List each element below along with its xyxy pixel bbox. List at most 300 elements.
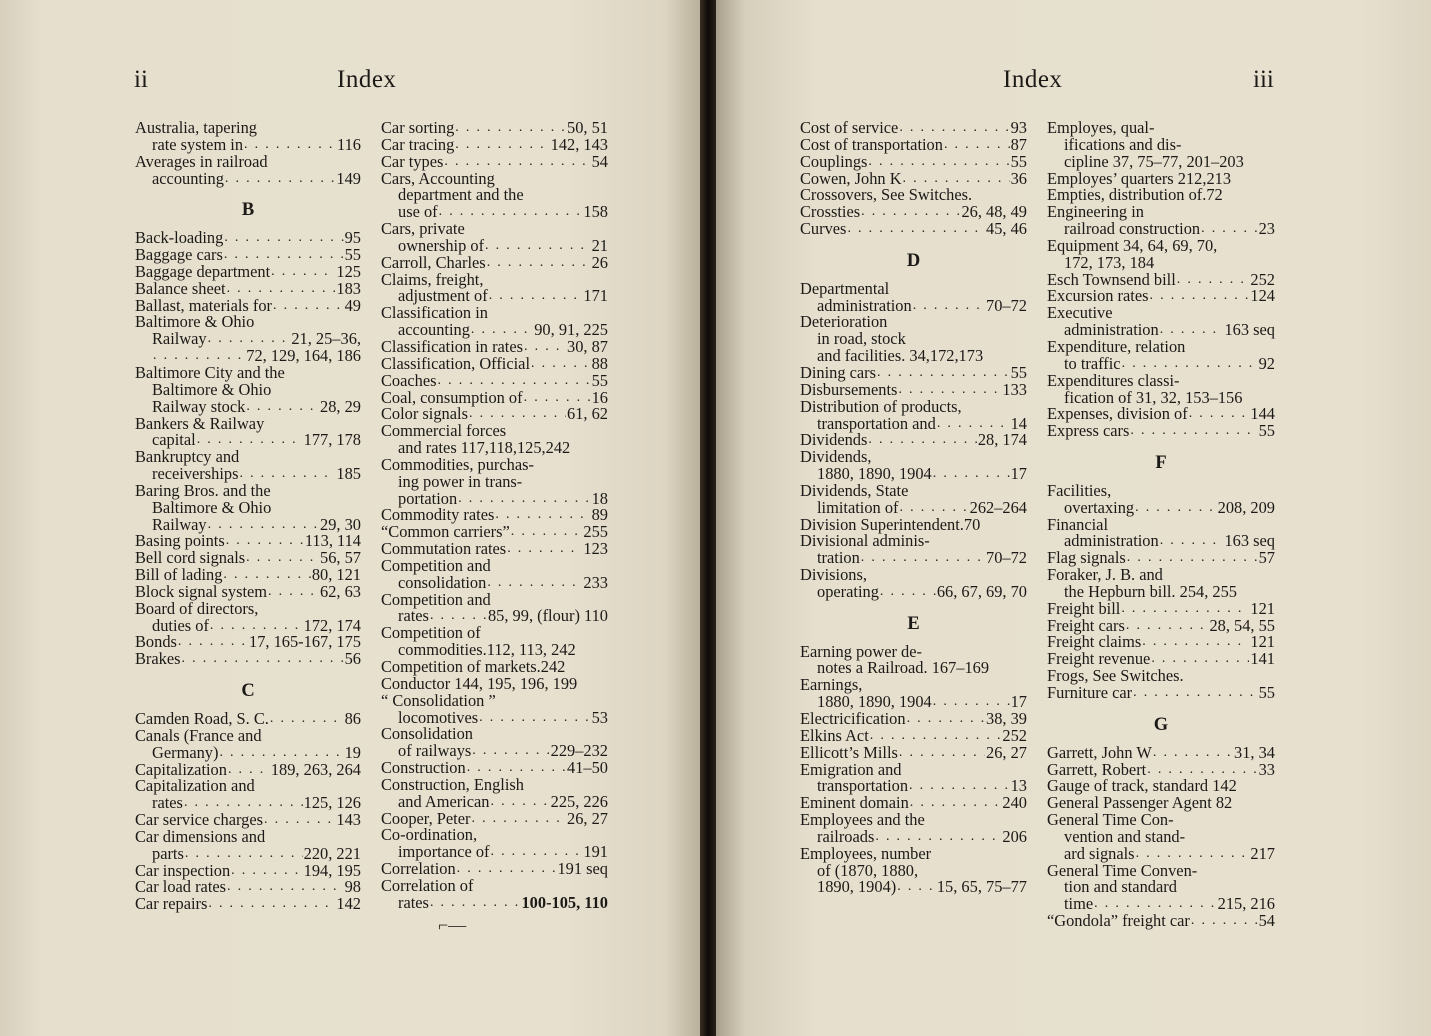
dot-leader: [880, 584, 936, 601]
entry-term: Emigration and: [800, 759, 902, 779]
dot-leader: [455, 120, 566, 137]
entry-term: ard signals: [1064, 843, 1135, 863]
entry-term: Empties, distribution of.72: [1047, 185, 1223, 205]
index-entry: [135, 651, 361, 668]
entry-term: administration: [1064, 320, 1159, 340]
entry-term: Car inspection: [135, 860, 231, 880]
entry-term: Employees and the: [800, 810, 925, 830]
entry-term: “Common carriers”: [381, 522, 510, 542]
entry-term: use of: [398, 202, 438, 222]
entry-term: Board of directors,: [135, 598, 259, 618]
dot-leader: [1142, 634, 1249, 651]
entry-pages: 143: [336, 810, 361, 830]
entry-term: ing power in trans-: [398, 471, 523, 491]
index-entry: [1047, 742, 1275, 762]
entry-pages: 87: [1010, 134, 1027, 154]
index-entry: [800, 759, 1027, 796]
entry-term: Baltimore & Ohio: [152, 379, 272, 399]
index-entry: [381, 589, 608, 626]
entry-term: Eminent domain: [800, 793, 909, 813]
entry-term: rate system in: [152, 134, 244, 154]
left-page: [0, 0, 700, 1036]
entry-term: Baggage cars: [135, 245, 223, 265]
dot-leader: [246, 550, 319, 567]
entry-term: overtaxing: [1064, 497, 1135, 517]
dot-leader: [227, 879, 344, 896]
index-entry: [381, 151, 608, 171]
entry-term: Commercial forces: [381, 421, 507, 441]
entry-pages: 85, 99, (flour) 110: [487, 606, 608, 626]
index-entry: [135, 151, 361, 188]
tail-ornament: ⌐—: [438, 915, 467, 935]
entry-pages: 144: [1250, 404, 1275, 424]
index-line: [381, 690, 608, 710]
entry-term: Employes’ quarters 212,213: [1047, 168, 1232, 188]
entry-pages: 28, 174: [977, 430, 1027, 450]
entry-pages: 183: [336, 278, 361, 298]
entry-pages: 191: [583, 842, 608, 862]
entry-pages: 252: [1002, 725, 1027, 745]
entry-term: and rates 117,118,125,242: [398, 438, 571, 458]
index-entry: [1047, 204, 1275, 238]
index-entry: [1047, 913, 1275, 930]
section-letter: C: [241, 681, 255, 702]
index-entry: [800, 480, 1027, 517]
entry-pages: 38, 39: [986, 709, 1027, 728]
entry-pages: 30, 87: [567, 336, 608, 356]
index-column: [135, 120, 361, 913]
entry-term: parts: [152, 843, 184, 863]
entry-term: Australia, tapering: [135, 118, 257, 137]
dot-leader: [1150, 288, 1250, 305]
entry-pages: 17, 165-167, 175: [249, 632, 361, 652]
dot-leader: [899, 745, 985, 762]
entry-term: “Gondola” freight car: [1047, 911, 1190, 931]
entry-pages: 26: [591, 252, 608, 272]
entry-term: in road, stock: [817, 329, 906, 349]
entry-pages: 55: [591, 370, 608, 390]
entry-pages: 141: [1250, 649, 1275, 669]
index-entry: [381, 269, 608, 306]
dot-leader: [224, 230, 343, 247]
entry-term: Expenses, division of: [1047, 404, 1188, 424]
entry-term: vention and stand-: [1064, 826, 1186, 846]
dot-leader: [897, 879, 936, 896]
entry-pages: 93: [1010, 118, 1027, 137]
entry-pages: 55: [1010, 151, 1027, 171]
entry-term: Expenditures classi-: [1047, 370, 1180, 390]
entry-term: Flag signals: [1047, 548, 1126, 568]
dot-leader: [1153, 745, 1233, 762]
dot-leader: [489, 288, 583, 305]
entry-term: capital: [152, 430, 196, 450]
entry-term: Competition of markets.242: [381, 657, 566, 676]
page-number: ii: [134, 66, 148, 93]
entry-term: Employees, number: [800, 843, 932, 863]
entry-pages: 215, 216: [1217, 894, 1275, 914]
entry-term: Car service charges: [135, 810, 264, 830]
entry-term: receiverships: [152, 464, 239, 484]
entry-term: Railway: [152, 514, 207, 534]
entry-term: notes a Railroad. 167–169: [817, 658, 990, 678]
entry-pages: 233: [583, 572, 608, 592]
index-entry: [800, 396, 1027, 433]
entry-term: portation: [398, 488, 458, 508]
index-entry: [381, 875, 608, 912]
index-entry: [1047, 812, 1275, 863]
entry-term: Competition and: [381, 555, 491, 575]
index-column: [381, 120, 608, 912]
dot-leader: [868, 432, 976, 449]
index-entry: [135, 778, 361, 812]
entry-term: Railway stock: [152, 396, 246, 416]
entry-pages: 172, 174: [303, 615, 361, 635]
index-entry: [135, 449, 361, 483]
index-line: [135, 151, 361, 171]
entry-term: tion and standard: [1064, 877, 1177, 897]
index-entry: [381, 454, 608, 508]
index-line: [800, 221, 1027, 238]
entry-term: Dining cars: [800, 362, 877, 382]
entry-pages: 13: [1010, 776, 1027, 796]
index-entry: [800, 533, 1027, 567]
entry-pages: 100-105, 110: [521, 892, 608, 912]
index-line: [1047, 151, 1275, 171]
entry-pages: 70–72: [986, 295, 1027, 315]
entry-pages: 189, 263, 264: [270, 759, 361, 779]
entry-term: Cost of transportation: [800, 134, 943, 154]
dot-leader: [1189, 406, 1250, 423]
entry-term: General Time Conven-: [1047, 860, 1198, 880]
entry-pages: 163 seq: [1224, 320, 1275, 340]
index-entry: [800, 221, 1027, 238]
index-line: [135, 651, 361, 668]
entry-term: Color signals: [381, 404, 468, 424]
index-entry: [1047, 514, 1275, 551]
entry-term: 1880, 1890, 1904: [817, 692, 932, 712]
dot-leader: [270, 711, 344, 728]
entry-term: Deterioration: [800, 312, 888, 332]
entry-term: Cowen, John K: [800, 168, 902, 188]
entry-term: Ellicott’s Mills: [800, 742, 898, 762]
index-entry: [1047, 336, 1275, 373]
entry-term: commodities.112, 113, 242: [398, 640, 576, 660]
entry-term: Consolidation: [381, 724, 473, 744]
dot-leader: [219, 745, 343, 762]
entry-term: General Passenger Agent 82: [1047, 793, 1233, 813]
entry-term: Furniture car: [1047, 683, 1133, 702]
entry-pages: 26, 27: [986, 742, 1027, 762]
entry-term: Garrett, John W: [1047, 742, 1152, 762]
dot-leader: [444, 154, 590, 171]
entry-term: Baggage department: [135, 261, 271, 281]
entry-term: operating: [817, 581, 879, 601]
dot-leader: [507, 541, 582, 558]
entry-term: Commodities, purchas-: [381, 454, 534, 474]
entry-pages: 54: [1258, 911, 1275, 931]
entry-pages: 121: [1250, 632, 1275, 652]
entry-pages: 142: [336, 894, 361, 914]
index-entry: [1047, 860, 1275, 914]
index-entry: [135, 413, 361, 450]
entry-pages: 26, 27: [567, 808, 608, 828]
dot-leader: [511, 524, 583, 541]
entry-pages: 220, 221: [303, 843, 361, 863]
entry-pages: 194, 195: [303, 860, 361, 880]
index-entry: [381, 625, 608, 659]
entry-term: transportation: [817, 776, 909, 796]
entry-pages: 21, 25–36,: [291, 329, 361, 349]
entry-term: Balance sheet: [135, 278, 226, 298]
entry-pages: 19: [344, 742, 361, 762]
entry-term: Freight claims: [1047, 632, 1142, 652]
index-entry: [135, 120, 361, 154]
entry-term: administration: [817, 295, 912, 315]
entry-pages: 62, 63: [320, 581, 361, 601]
running-head: Index: [1003, 66, 1063, 93]
entry-pages: 252: [1250, 269, 1275, 289]
index-entry: [135, 314, 361, 365]
entry-term: Divisional adminis-: [800, 531, 930, 551]
index-entry: [381, 690, 608, 727]
entry-term: Conductor 144, 195, 196, 199: [381, 673, 578, 693]
entry-pages: 55: [1258, 421, 1275, 441]
entry-pages: 149: [336, 168, 361, 188]
index-line: [1047, 913, 1275, 930]
entry-pages: 113, 114: [304, 531, 361, 551]
entry-term: rates: [152, 793, 183, 813]
entry-term: Employes, qual-: [1047, 118, 1155, 137]
entry-term: Expenditure, relation: [1047, 336, 1186, 356]
entry-term: Divisions,: [800, 565, 867, 585]
entry-pages: 125: [336, 261, 361, 281]
entry-term: accounting: [398, 320, 470, 340]
index-line: [1047, 742, 1275, 762]
index-entry: [135, 896, 361, 913]
entry-term: General Time Con-: [1047, 810, 1174, 830]
entry-pages: 29, 30: [320, 514, 361, 534]
entry-pages: 255: [583, 522, 608, 542]
entry-term: Commodity rates: [381, 505, 495, 525]
index-line: [381, 370, 608, 390]
entry-term: of (1870, 1880,: [817, 860, 919, 880]
entry-pages: 240: [1002, 793, 1027, 813]
dot-leader: [909, 778, 1010, 795]
entry-term: Coaches: [381, 370, 437, 390]
dot-leader: [1130, 423, 1257, 440]
right-page: [716, 0, 1431, 1036]
dot-leader: [847, 221, 985, 238]
entry-term: duties of: [152, 615, 209, 635]
entry-term: Disbursements: [800, 379, 898, 399]
entry-pages: 50, 51: [567, 118, 608, 137]
entry-pages: 116: [337, 134, 361, 154]
entry-term: Dividends: [800, 430, 868, 450]
dot-leader: [178, 634, 248, 651]
index-entry: [381, 370, 608, 390]
index-entry: [1047, 480, 1275, 517]
index-entry: [1047, 567, 1275, 601]
entry-term: Dividends,: [800, 447, 872, 467]
entry-term: Excursion rates: [1047, 286, 1149, 306]
dot-leader: [487, 575, 582, 592]
entry-pages: 225, 226: [550, 791, 608, 811]
dot-leader: [907, 711, 985, 728]
entry-term: Division Superintendent.70: [800, 514, 981, 534]
dot-leader: [182, 651, 344, 668]
dot-leader: [487, 255, 591, 272]
entry-term: consolidation: [398, 572, 487, 592]
index-entry: [1047, 305, 1275, 339]
entry-term: railroad construction: [1064, 219, 1201, 239]
entry-term: Bankruptcy and: [135, 447, 240, 467]
entry-pages: 262–264: [969, 497, 1027, 517]
entry-term: Brakes: [135, 649, 181, 669]
entry-term: Financial: [1047, 514, 1108, 534]
entry-term: Competition and: [381, 589, 491, 609]
index-entry: [800, 742, 1027, 762]
index-entry: [800, 677, 1027, 711]
dot-leader: [1133, 685, 1258, 702]
entry-term: Express cars: [1047, 421, 1130, 441]
entry-term: Cars, Accounting: [381, 168, 495, 188]
dot-leader: [430, 895, 521, 912]
entry-term: Electricification: [800, 709, 906, 728]
entry-pages: 208, 209: [1217, 497, 1275, 517]
entry-pages: 56: [344, 649, 361, 669]
entry-term: Car dimensions and: [135, 826, 266, 846]
entry-term: Claims, freight,: [381, 269, 484, 289]
index-line: [800, 151, 1027, 171]
entry-pages: 123: [583, 539, 608, 559]
dot-leader: [933, 466, 1010, 483]
entry-term: railroads: [817, 826, 875, 846]
entry-term: 172, 173, 184: [1064, 252, 1155, 272]
index-entry: [800, 567, 1027, 601]
entry-term: ifications and dis-: [1064, 134, 1182, 154]
page-number: iii: [1253, 66, 1274, 93]
entry-term: Curves: [800, 219, 847, 239]
index-entry: [135, 362, 361, 416]
index-entry: [135, 725, 361, 762]
entry-term: Commutation rates: [381, 539, 507, 559]
index-line: [800, 879, 1027, 896]
entry-term: Ballast, materials for: [135, 295, 272, 315]
entry-term: time: [1064, 894, 1094, 914]
entry-pages: 28, 54, 55: [1209, 615, 1275, 635]
section-letter: D: [906, 250, 921, 271]
dot-leader: [1135, 500, 1217, 517]
entry-term: Engineering in: [1047, 202, 1144, 222]
entry-term: Distribution of products,: [800, 396, 962, 416]
entry-term: Cooper, Peter: [381, 808, 471, 828]
index-entry: [800, 812, 1027, 846]
entry-pages: 18: [591, 488, 608, 508]
section-letter: E: [907, 613, 920, 634]
dot-leader: [524, 339, 566, 356]
dot-leader: [868, 154, 1009, 171]
entry-term: rates: [398, 606, 429, 626]
dot-leader: [1191, 913, 1258, 930]
index-entry: [381, 423, 608, 457]
entry-term: Car types: [381, 151, 444, 171]
dot-leader: [1177, 272, 1250, 289]
entry-pages: 26, 48, 49: [961, 202, 1027, 222]
entry-term: Crossovers, See Switches.: [800, 185, 973, 205]
entry-pages: 57: [1258, 548, 1275, 568]
entry-pages: 95: [344, 228, 361, 248]
entry-pages: 41–50: [567, 758, 608, 778]
entry-term: Couplings: [800, 151, 868, 171]
entry-term: Elkins Act: [800, 725, 869, 745]
entry-pages: 17: [1010, 692, 1027, 712]
entry-term: Competition of: [381, 623, 481, 643]
entry-term: Cars, private: [381, 219, 465, 239]
entry-term: Earnings,: [800, 675, 863, 695]
dot-leader: [455, 137, 549, 154]
dot-leader: [479, 710, 590, 727]
entry-pages: 158: [583, 202, 608, 222]
entry-term: Earning power de-: [800, 641, 922, 661]
entry-pages: 23: [1258, 219, 1275, 239]
dot-leader: [264, 812, 335, 829]
index-entry: [1047, 235, 1275, 272]
entry-term: tration: [817, 548, 860, 568]
index-line: [381, 151, 608, 171]
dot-leader: [271, 264, 335, 281]
entry-term: ownership of: [398, 235, 485, 255]
entry-pages: 171: [583, 286, 608, 306]
entry-pages: 14: [1010, 413, 1027, 433]
entry-term: to traffic: [1064, 353, 1121, 373]
entry-pages: 206: [1002, 826, 1027, 846]
entry-term: the Hepburn bill. 254, 255: [1064, 581, 1237, 601]
entry-term: Crossties: [800, 202, 861, 222]
entry-pages: 17: [1010, 464, 1027, 484]
entry-term: and American: [398, 791, 490, 811]
entry-term: limitation of: [817, 497, 899, 517]
dot-leader: [861, 550, 985, 567]
entry-pages: 89: [591, 505, 608, 525]
entry-term: Classification in rates: [381, 336, 524, 356]
entry-term: Facilities,: [1047, 480, 1112, 500]
entry-term: Bankers & Railway: [135, 413, 265, 433]
entry-pages: 36: [1010, 168, 1027, 188]
index-entry: [1047, 685, 1275, 702]
index-line: [135, 168, 361, 188]
entry-term: Baltimore & Ohio: [135, 312, 255, 332]
entry-term: Car repairs: [135, 894, 208, 914]
index-entry: [800, 449, 1027, 483]
entry-pages: 163 seq: [1224, 531, 1275, 551]
entry-term: Bill of lading: [135, 565, 223, 585]
entry-term: Correlation of: [381, 875, 474, 895]
entry-pages: 90, 91, 225: [534, 320, 608, 340]
entry-term: adjustment of: [398, 286, 488, 306]
section-letter: B: [241, 200, 255, 221]
entry-term: Co-ordination,: [381, 825, 478, 845]
entry-pages: 55: [1258, 683, 1275, 702]
entry-pages: 121: [1250, 598, 1275, 618]
entry-term: Garrett, Robert: [1047, 759, 1147, 779]
entry-term: administration: [1064, 531, 1159, 551]
index-entry: [800, 151, 1027, 171]
entry-term: “ Consolidation ”: [381, 690, 496, 710]
dot-leader: [485, 238, 591, 255]
entry-pages: 55: [1010, 362, 1027, 382]
entry-term: Block signal system: [135, 581, 268, 601]
dot-leader: [246, 399, 319, 416]
